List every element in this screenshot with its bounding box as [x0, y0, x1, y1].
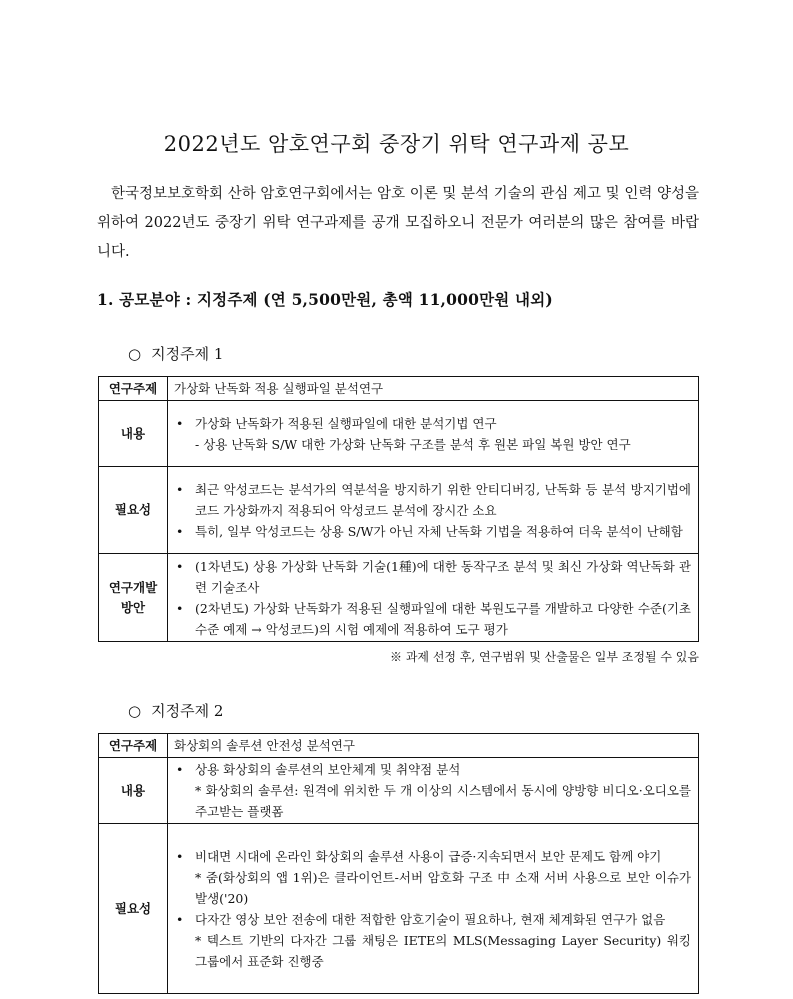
row-value-subject: 화상회의 솔루션 안전성 분석연구 [168, 734, 699, 758]
row-value-content [168, 758, 699, 824]
table-row [99, 824, 699, 994]
sub-item: * 텍스트 기반의 다자간 그룹 채팅은 IETE의 MLS(Messaging Layer Security) 워킹 그룹에서 표준화 진행중 [195, 932, 691, 969]
intro-paragraph: 한국정보보호학회 산하 암호연구회에서는 암호 이론 및 분석 기술의 관심 제고 및 인력 양성을 위하여 2022년도 중장기 위탁 연구과제를 공개 모집하오니 전문가 여러분의 많은 참여를 바랍니다. [97, 186, 699, 260]
bullet-item: • 특히, 일부 악성코드는 상용 S/W가 아닌 자체 난독화 기법을 적용하여 더욱 분석이 난해함 [174, 521, 691, 542]
sub-item: * 화상회의 솔루션: 원격에 위치한 두 개 이상의 시스템에서 동시에 양방향 비디오·오디오를 주고받는 플랫폼 [195, 783, 691, 819]
bullet-item: • 가상화 난독화가 적용된 실행파일에 대한 분석기법 연구 [174, 413, 691, 434]
bullet-item: • (2차년도) 가상화 난독화가 적용된 실행파일에 대한 복원도구를 개발하고 다양한 수준(기초수준 예제 → 악성코드)의 시험 예제에 적용하여 도구 평가 [174, 598, 691, 640]
topic-1-table [98, 376, 699, 642]
row-label-content: 내용 [99, 758, 168, 824]
row-value-need [168, 467, 699, 554]
topic-2-heading [128, 700, 223, 721]
row-label-subject: 연구주제 [99, 734, 168, 758]
row-label-plan-line1: 연구개발 [108, 579, 158, 595]
table-row [99, 401, 699, 467]
row-label-need: 필요성 [99, 824, 168, 994]
bullet-item: • 다자간 영상 보안 전송에 대한 적합한 암호기술이 필요하나, 현재 체계화된 연구가 없음 [174, 909, 691, 930]
row-label-content: 내용 [99, 401, 168, 467]
topic-1-heading-text: 지정주제 1 [151, 345, 224, 363]
row-label-need: 필요성 [99, 467, 168, 554]
table-row [99, 467, 699, 554]
bullet-item: • (1차년도) 상용 가상화 난독화 기술(1種)에 대한 동작구조 분석 및 최신 가상화 역난독화 관련 기술조사 [174, 556, 691, 598]
document-title: 2022년도 암호연구회 중장기 위탁 연구과제 공모 [163, 132, 630, 156]
topic-1-note: ※ 과제 선정 후, 연구범위 및 산출물은 일부 조정될 수 있음 [390, 650, 699, 664]
section-heading-1: 1. 공모분야 : 지정주제 (연 5,500만원, 총액 11,000만원 내외) [97, 290, 553, 309]
bullet-item: • 상용 화상회의 솔루션의 보안체계 및 취약점 분석 [174, 759, 691, 780]
table-row [99, 758, 699, 824]
row-label-plan-line2: 방안 [120, 599, 146, 615]
table-row [99, 554, 699, 642]
table-row [99, 734, 699, 758]
topic-2-table [98, 733, 699, 994]
sub-item: * 줌(화상회의 앱 1위)은 클라이언트-서버 암호화 구조 中 소재 서버 사용으로 보안 이슈가 발생('20) [195, 869, 691, 906]
circle-bullet-icon: ○ [128, 702, 142, 720]
row-value-plan [168, 554, 699, 642]
topic-1-heading [128, 343, 223, 364]
row-value-need [168, 824, 699, 994]
sub-item: - 상용 난독화 S/W 대한 가상화 난독화 구조를 분석 후 원본 파일 복원 방안 연구 [195, 436, 631, 452]
row-value-subject: 가상화 난독화 적용 실행파일 분석연구 [168, 377, 699, 401]
topic-2-heading-text: 지정주제 2 [151, 702, 224, 720]
table-row [99, 377, 699, 401]
bullet-item: • 최근 악성코드는 분석가의 역분석을 방지하기 위한 안티디버깅, 난독화 등 분석 방지기법에 코드 가상화까지 적용되어 악성코드 분석에 장시간 소요 [174, 479, 691, 521]
row-value-content [168, 401, 699, 467]
bullet-item: • 비대면 시대에 온라인 화상회의 솔루션 사용이 급증·지속되면서 보안 문제도 함께 야기 [174, 846, 691, 867]
row-label-plan [99, 554, 168, 642]
row-label-subject: 연구주제 [99, 377, 168, 401]
circle-bullet-icon: ○ [128, 345, 142, 363]
